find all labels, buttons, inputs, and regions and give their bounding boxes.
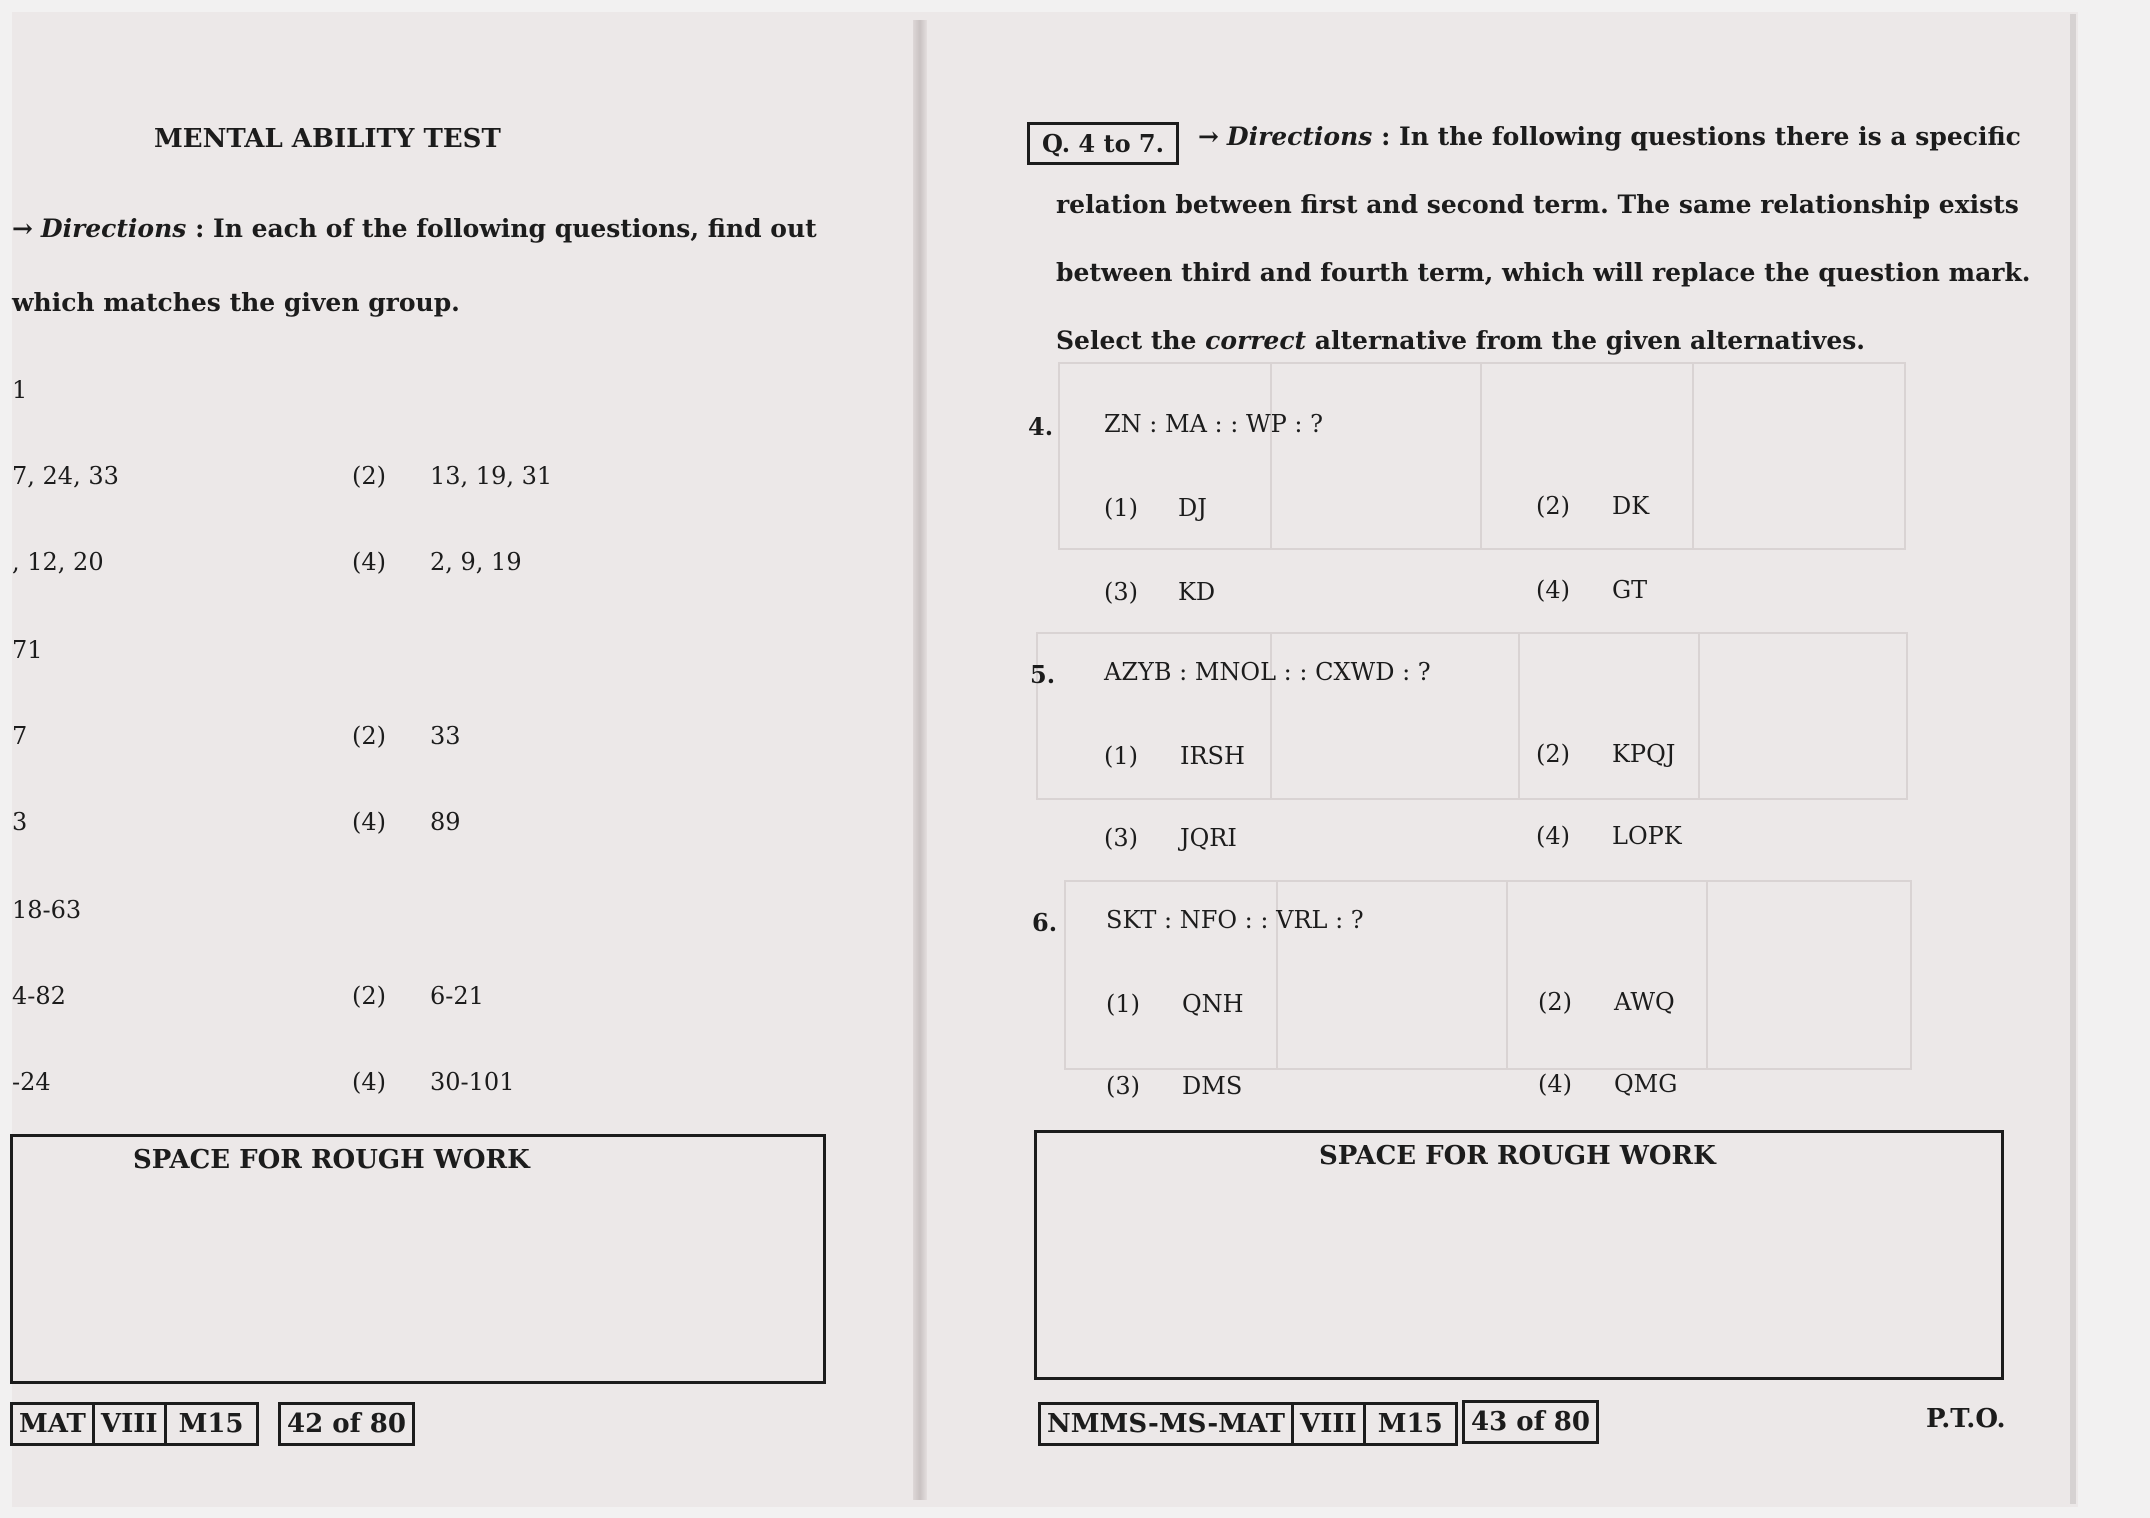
option-number: (2) bbox=[352, 462, 386, 490]
option-number: (3) bbox=[1104, 578, 1138, 606]
option-row: 4-82 bbox=[12, 982, 66, 1010]
option-value: GT bbox=[1612, 576, 1648, 604]
option-value: JQRI bbox=[1180, 824, 1237, 852]
option-row: 7, 24, 33 bbox=[12, 462, 119, 490]
option-number: (2) bbox=[1536, 740, 1570, 768]
option-value: 30-101 bbox=[430, 1068, 515, 1096]
page-fold bbox=[913, 20, 927, 1500]
option-value: 13, 19, 31 bbox=[430, 462, 553, 490]
option-number: (4) bbox=[352, 1068, 386, 1096]
option-value: DK bbox=[1612, 492, 1650, 520]
footer-set: M15 bbox=[164, 1405, 256, 1443]
option-value: DJ bbox=[1178, 494, 1207, 522]
footer-page: 43 of 80 bbox=[1471, 1407, 1590, 1437]
footer-page: 42 of 80 bbox=[287, 1409, 406, 1439]
option-value: QNH bbox=[1182, 990, 1244, 1018]
right-directions-line2: relation between first and second term. The same relationship exists bbox=[1056, 190, 2019, 219]
option-number: (3) bbox=[1104, 824, 1138, 852]
section-heading: MENTAL ABILITY TEST bbox=[154, 124, 501, 154]
rough-work-label: SPACE FOR ROUGH WORK bbox=[1319, 1141, 1716, 1171]
option-number: (4) bbox=[1536, 576, 1570, 604]
option-row: , 12, 20 bbox=[12, 548, 104, 576]
option-row: 18-63 bbox=[12, 896, 82, 924]
right-directions-line1 bbox=[1198, 122, 2021, 151]
directions-text-emphasis: correct bbox=[1205, 326, 1307, 355]
left-directions-line1 bbox=[12, 214, 817, 243]
option-row: -24 bbox=[12, 1068, 51, 1096]
option-row: 3 bbox=[12, 808, 28, 836]
option-number: (3) bbox=[1106, 1072, 1140, 1100]
option-value: DMS bbox=[1182, 1072, 1243, 1100]
arrow-icon: → bbox=[12, 214, 33, 243]
footer-class: VIII bbox=[92, 1405, 164, 1443]
footer-class: VIII bbox=[1291, 1405, 1363, 1443]
option-number: (4) bbox=[1538, 1070, 1572, 1098]
rough-work-box bbox=[10, 1134, 826, 1384]
rough-work-box bbox=[1034, 1130, 2004, 1380]
option-value: KD bbox=[1178, 578, 1216, 606]
option-number: (4) bbox=[352, 548, 386, 576]
option-number: (4) bbox=[1536, 822, 1570, 850]
footer-code-box bbox=[10, 1402, 259, 1446]
question-4-text: ZN : MA : : WP : ? bbox=[1104, 410, 1324, 438]
right-directions-line3: between third and fourth term, which will replace the question mark. bbox=[1056, 258, 2031, 287]
option-row: 71 bbox=[12, 636, 43, 664]
left-directions-line2: which matches the given group. bbox=[12, 288, 460, 317]
option-value: 33 bbox=[430, 722, 461, 750]
directions-text: : In each of the following questions, find out bbox=[186, 214, 817, 243]
option-number: (2) bbox=[352, 982, 386, 1010]
directions-text-a: Select the bbox=[1056, 326, 1206, 355]
directions-text: : In the following questions there is a specific bbox=[1372, 122, 2021, 151]
footer-set: M15 bbox=[1363, 1405, 1455, 1443]
option-value: 89 bbox=[430, 808, 461, 836]
option-number: (1) bbox=[1106, 990, 1140, 1018]
option-value: KPQJ bbox=[1612, 740, 1676, 768]
option-value: QMG bbox=[1614, 1070, 1678, 1098]
pto-label: P.T.O. bbox=[1926, 1404, 2006, 1434]
footer-page-box bbox=[1462, 1400, 1599, 1444]
right-directions-line4 bbox=[1056, 326, 1865, 355]
question-6-number: 6. bbox=[1032, 908, 1058, 937]
directions-text-c: alternative from the given alternatives. bbox=[1306, 326, 1866, 355]
option-value: AWQ bbox=[1614, 988, 1675, 1016]
option-number: (2) bbox=[352, 722, 386, 750]
arrow-icon: → bbox=[1198, 122, 1219, 151]
page-edge bbox=[2070, 14, 2076, 1504]
rough-work-label: SPACE FOR ROUGH WORK bbox=[133, 1145, 530, 1175]
question-6-text: SKT : NFO : : VRL : ? bbox=[1106, 906, 1364, 934]
option-row: 7 bbox=[12, 722, 28, 750]
option-value: LOPK bbox=[1612, 822, 1682, 850]
option-number: (2) bbox=[1536, 492, 1570, 520]
footer-code: NMMS-MS-MAT bbox=[1047, 1409, 1286, 1439]
option-number: (2) bbox=[1538, 988, 1572, 1016]
question-number: 1 bbox=[12, 376, 28, 404]
option-number: (4) bbox=[352, 808, 386, 836]
option-number: (1) bbox=[1104, 494, 1138, 522]
option-value: 2, 9, 19 bbox=[430, 548, 522, 576]
directions-label: Directions bbox=[40, 214, 187, 243]
question-5-number: 5. bbox=[1030, 660, 1056, 689]
option-value: IRSH bbox=[1180, 742, 1245, 770]
question-4-number: 4. bbox=[1028, 412, 1054, 441]
footer-code: MAT bbox=[19, 1409, 86, 1439]
footer-page-box bbox=[278, 1402, 415, 1446]
question-5-text: AZYB : MNOL : : CXWD : ? bbox=[1104, 658, 1431, 686]
option-value: 6-21 bbox=[430, 982, 484, 1010]
directions-label: Directions bbox=[1226, 122, 1373, 151]
option-number: (1) bbox=[1104, 742, 1138, 770]
footer-code-box bbox=[1038, 1402, 1458, 1446]
question-range-tag: Q. 4 to 7. bbox=[1027, 122, 1179, 165]
